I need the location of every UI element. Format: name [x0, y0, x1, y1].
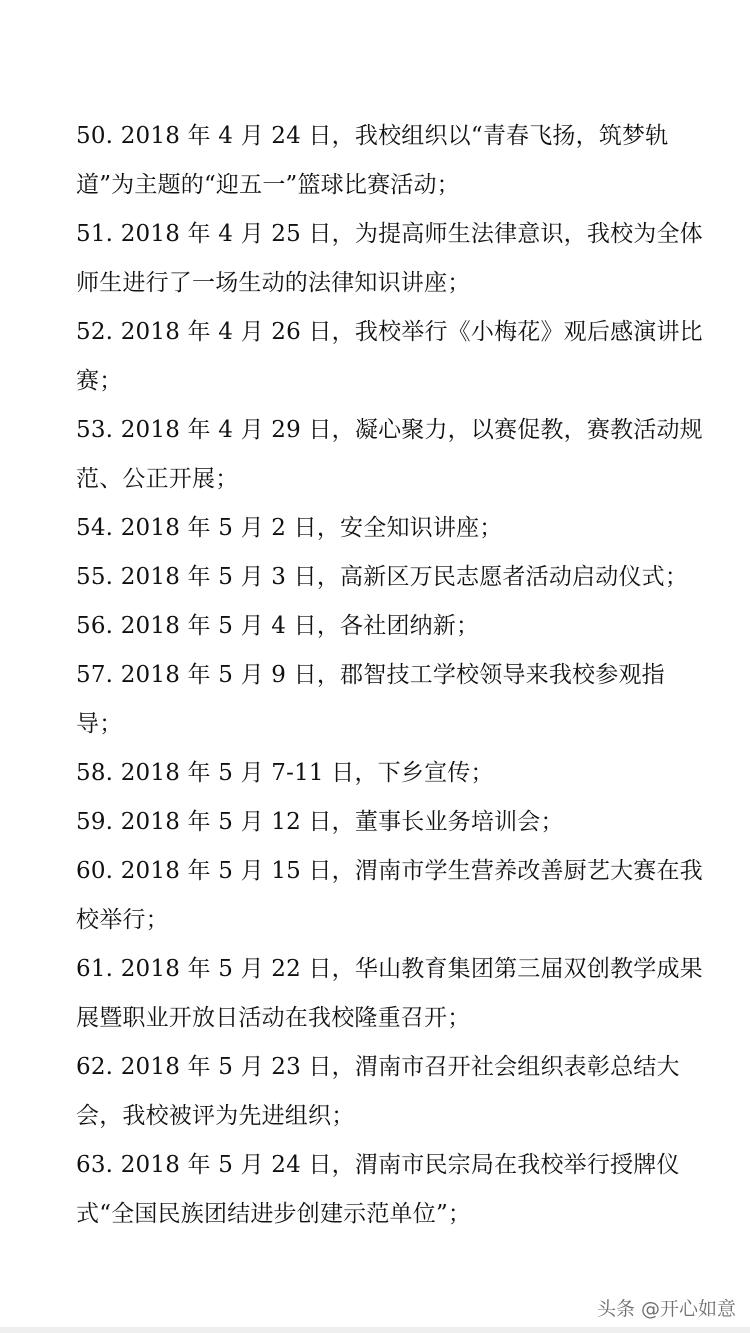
list-item: 58. 2018 年 5 月 7-11 日，下乡宣传； — [76, 760, 494, 786]
list-item: 57. 2018 年 5 月 9 日，郡智技工学校领导来我校参观指导； — [76, 662, 665, 737]
list-item: 53. 2018 年 4 月 29 日，凝心聚力，以赛促教，赛教活动规范、公正开展； — [76, 417, 703, 492]
list-item: 61. 2018 年 5 月 22 日，华山教育集团第三届双创教学成果展暨职业开放日活动在我校隆重召开； — [76, 956, 703, 1031]
list-item: 62. 2018 年 5 月 23 日，渭南市召开社会组织表彰总结大会，我校被评为先进组织； — [76, 1054, 680, 1129]
list-item: 56. 2018 年 5 月 4 日，各社团纳新； — [76, 613, 480, 639]
watermark-label: 头条 @开心如意 — [596, 1298, 736, 1320]
list-item: 63. 2018 年 5 月 24 日，渭南市民宗局在我校举行授牌仪式“全国民族团结进步创建示范单位”； — [76, 1152, 680, 1227]
list-item: 54. 2018 年 5 月 2 日，安全知识讲座； — [76, 515, 503, 541]
list-item: 59. 2018 年 5 月 12 日，董事长业务培训会； — [76, 809, 564, 835]
list-item: 60. 2018 年 5 月 15 日，渭南市学生营养改善厨艺大赛在我校举行； — [76, 858, 703, 933]
list-item: 55. 2018 年 5 月 3 日，高新区万民志愿者活动启动仪式； — [76, 564, 689, 590]
event-list — [76, 112, 706, 1239]
list-item: 50. 2018 年 4 月 24 日，我校组织以“青春飞扬，筑梦轨道”为主题的“迎五一”篮球比赛活动； — [76, 123, 669, 198]
list-item: 51. 2018 年 4 月 25 日，为提高师生法律意识，我校为全体师生进行了一场生动的法律知识讲座； — [76, 221, 703, 296]
bottom-divider — [0, 1327, 750, 1333]
list-item: 52. 2018 年 4 月 26 日，我校举行《小梅花》观后感演讲比赛； — [76, 319, 703, 394]
